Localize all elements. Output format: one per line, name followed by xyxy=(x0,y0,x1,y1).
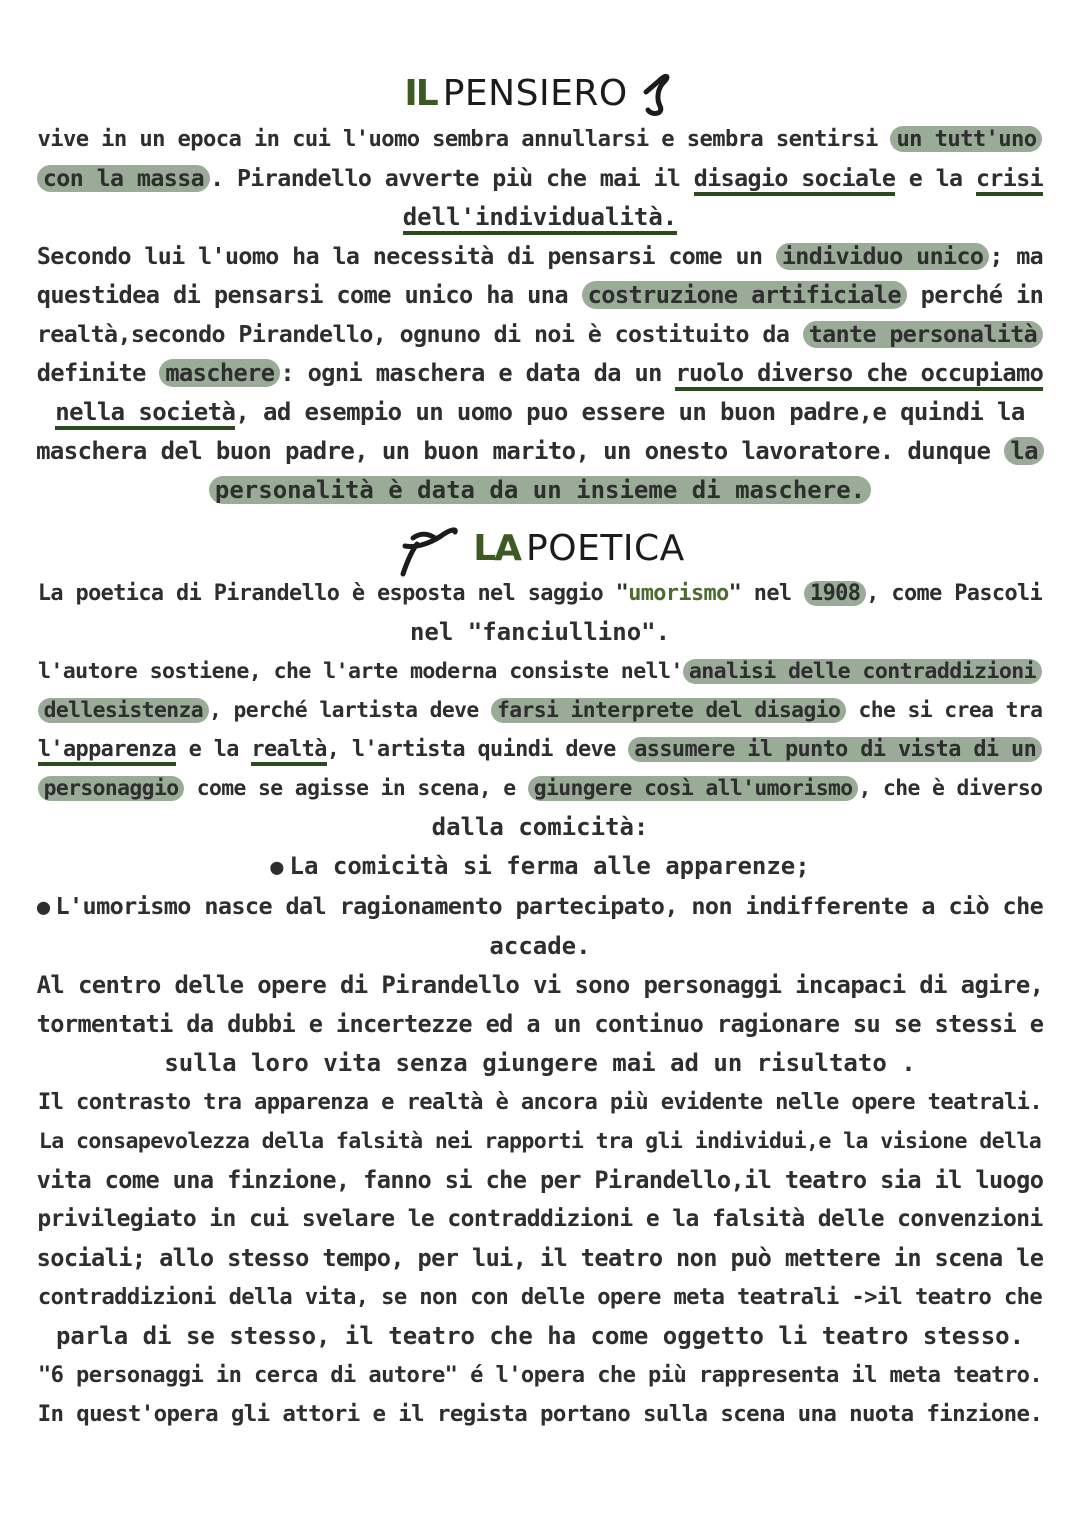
underlined-text: realtà xyxy=(251,737,326,766)
text-line xyxy=(36,1356,1044,1395)
text-segment: parla di se stesso, il teatro che ha come oggetto li teatro stesso. xyxy=(55,1322,1025,1350)
text-line xyxy=(36,808,1044,847)
text-segment: questidea di pensarsi come unico ha una xyxy=(36,281,582,309)
text-line xyxy=(36,432,1044,471)
text-line xyxy=(36,471,1044,510)
highlighted-text: maschere xyxy=(159,359,280,387)
title-bold-word: LA xyxy=(473,528,521,569)
text-segment: Secondo lui l'uomo ha la necessità di pensarsi come un xyxy=(36,243,776,270)
text-segment: Il contrasto tra apparenza e realtà è ancora più evidente nelle opere teatrali. xyxy=(37,1089,1043,1115)
text-segment: ; ma xyxy=(989,243,1044,270)
bullet-icon: ● xyxy=(36,895,50,920)
text-line xyxy=(36,887,1044,927)
text-segment: In quest'opera gli attori e il regista portano sulla scena una nuota finzione. xyxy=(37,1401,1043,1427)
text-segment: che si crea tra xyxy=(846,698,1043,723)
text-line xyxy=(36,1317,1044,1356)
underlined-text: l'apparenza xyxy=(38,737,176,766)
text-segment: come se agisse in scena, e xyxy=(184,776,528,801)
title-word: PENSIERO xyxy=(442,73,628,114)
text-segment: "6 personaggi in cerca di autore" é l'opera che più rappresenta il meta teatro. xyxy=(37,1362,1043,1388)
text-segment: vive in un epoca in cui l'uomo sembra annullarsi e sembra sentirsi xyxy=(37,126,891,152)
text-segment: , l'artista quindi deve xyxy=(326,737,629,762)
text-segment: tormentati da dubbi e incertezze ed a un continuo ragionare su se stessi e xyxy=(36,1010,1044,1038)
highlighted-text: giungere così all'umorismo xyxy=(528,776,859,801)
text-line xyxy=(36,159,1044,198)
text-segment: e la xyxy=(895,165,976,192)
text-line xyxy=(36,1005,1044,1044)
text-segment: : ogni maschera e data da un xyxy=(280,359,676,387)
highlighted-text: la xyxy=(1004,437,1044,465)
text-segment: dalla comicità: xyxy=(431,813,649,841)
text-line xyxy=(36,927,1044,966)
squiggle-arrow-icon xyxy=(640,70,676,120)
text-segment: sulla loro vita senza giungere mai ad un risultato . xyxy=(164,1049,916,1077)
text-line xyxy=(36,574,1044,613)
bullet-icon: ● xyxy=(270,855,284,880)
text-line xyxy=(36,730,1044,769)
text-segment: La poetica di Pirandello è esposta nel saggio " xyxy=(37,581,629,606)
highlighted-text: con la massa xyxy=(37,165,210,192)
text-line xyxy=(36,1083,1044,1122)
section-title-pensiero xyxy=(0,70,1080,120)
text-segment: vita come una finzione, fanno si che per Pirandello,il teatro sia il luogo xyxy=(36,1166,1044,1194)
highlighted-text: tante personalità xyxy=(803,321,1043,348)
text-segment: realtà,secondo Pirandello, ognuno di noi è costituito da xyxy=(36,321,803,348)
highlighted-text: un tutt'uno xyxy=(890,126,1042,152)
text-line xyxy=(36,652,1044,691)
section-title-poetica xyxy=(0,522,1080,578)
text-segment: umorismo xyxy=(628,581,729,606)
text-segment: La consapevolezza della falsità nei rapporti tra gli individui,e la visione della xyxy=(38,1129,1042,1154)
highlighted-text: farsi interprete del disagio xyxy=(491,698,846,723)
highlighted-text: individuo unico xyxy=(776,243,990,270)
text-segment: La comicità si ferma alle apparenze; xyxy=(289,852,810,880)
pensiero-body xyxy=(36,120,1044,510)
highlighted-text: personalità è data da un insieme di maschere. xyxy=(209,476,871,504)
text-segment: definite xyxy=(36,359,160,387)
text-segment: L'umorismo nasce dal ragionamento partecipato, non indifferente a ciò che xyxy=(55,892,1044,920)
text-line xyxy=(36,120,1044,159)
text-line xyxy=(36,315,1044,354)
text-segment: nel "fanciullino". xyxy=(409,618,671,646)
underlined-text: disagio sociale xyxy=(694,165,896,196)
poetica-body xyxy=(36,574,1044,1434)
title-bold-word: IL xyxy=(404,73,437,114)
text-segment: sociali; allo stesso tempo, per lui, il teatro non può mettere in scena le xyxy=(36,1244,1044,1272)
squiggle-arrow-icon xyxy=(395,522,461,578)
text-line xyxy=(36,1200,1044,1239)
text-line xyxy=(36,276,1044,315)
highlighted-text: costruzione artificiale xyxy=(582,281,907,309)
title-word: POETICA xyxy=(526,528,685,569)
text-line xyxy=(36,1278,1044,1317)
text-line xyxy=(36,847,1044,887)
underlined-text: dell'individualità. xyxy=(403,203,678,235)
text-segment: contraddizioni della vita, se non con delle opere meta teatrali ->il teatro che xyxy=(37,1284,1043,1310)
text-segment: Al centro delle opere di Pirandello vi sono personaggi incapaci di agire, xyxy=(36,971,1044,999)
text-segment: , ad esempio un uomo puo essere un buon padre,e quindi la xyxy=(235,398,1025,426)
underlined-text: nella società xyxy=(55,398,235,430)
text-segment: l'autore sostiene, che l'arte moderna consiste nell' xyxy=(37,659,683,684)
text-segment: , perché lartista deve xyxy=(208,698,491,723)
text-segment: , che è diverso xyxy=(858,776,1043,801)
text-line xyxy=(36,198,1044,237)
text-segment: " nel xyxy=(728,581,805,606)
text-line xyxy=(36,354,1044,393)
text-segment: , come Pascoli xyxy=(866,581,1043,606)
text-line xyxy=(36,1395,1044,1434)
text-segment: maschera del buon padre, un buon marito, un onesto lavoratore. dunque xyxy=(36,437,1005,465)
highlighted-text: dellesistenza xyxy=(38,698,209,723)
text-segment: e la xyxy=(176,737,252,762)
text-line xyxy=(36,1161,1044,1200)
text-line xyxy=(36,691,1044,730)
text-segment: . Pirandello avverte più che mai il xyxy=(210,165,694,192)
text-line xyxy=(36,1122,1044,1161)
text-line xyxy=(36,1239,1044,1278)
highlighted-text: personaggio xyxy=(38,776,185,801)
text-line xyxy=(36,393,1044,432)
highlighted-text: 1908 xyxy=(804,581,866,606)
text-segment: privilegiato in cui svelare le contraddizioni e la falsità delle convenzioni xyxy=(37,1206,1043,1232)
text-line xyxy=(36,966,1044,1005)
text-line xyxy=(36,769,1044,808)
highlighted-text: analisi delle contraddizioni xyxy=(683,659,1042,684)
underlined-text: crisi xyxy=(976,165,1043,196)
text-line xyxy=(36,237,1044,276)
text-line xyxy=(36,1044,1044,1083)
text-segment: accade. xyxy=(489,932,591,960)
highlighted-text: assumere il punto di vista di un xyxy=(628,737,1042,762)
text-line xyxy=(36,613,1044,652)
text-segment: perché in xyxy=(907,281,1044,309)
underlined-text: ruolo diverso che occupiamo xyxy=(675,359,1043,391)
